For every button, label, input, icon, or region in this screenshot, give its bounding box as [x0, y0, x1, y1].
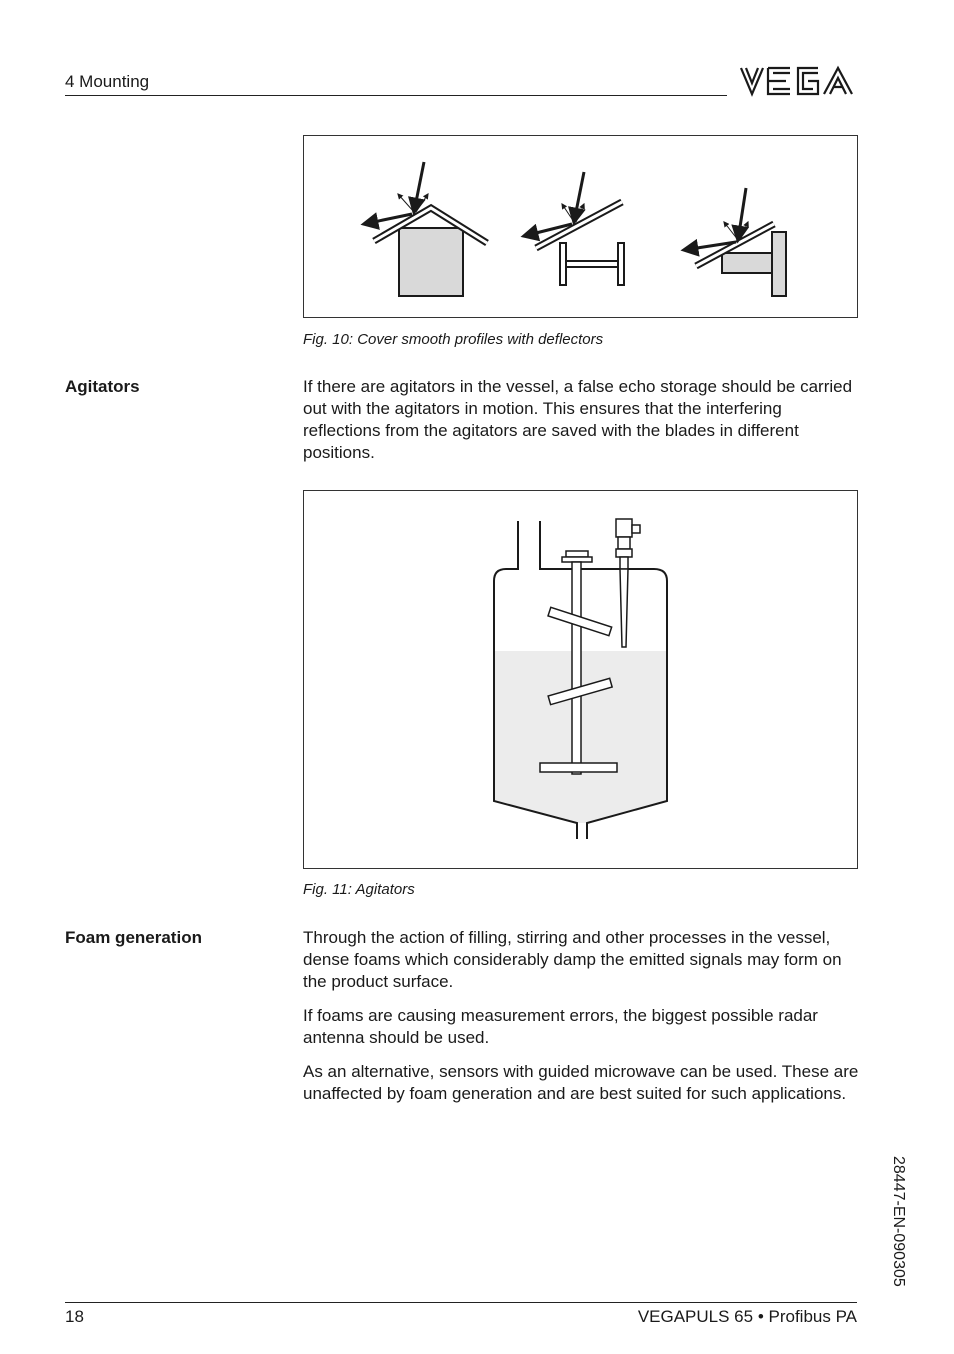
i-beam-profile-with-deflector: [524, 172, 624, 285]
section-header: 4 Mounting: [65, 72, 150, 91]
agitators-heading: Agitators: [65, 377, 140, 396]
footer-rule: [65, 1302, 857, 1303]
deflector-diagram: [304, 136, 857, 317]
document-code: 28447-EN-090305: [890, 1156, 907, 1287]
figure10-caption: Fig. 10: Cover smooth profiles with deflectors: [303, 331, 604, 348]
radar-sensor-icon: [616, 519, 640, 647]
box-profile-with-roof-deflector: [364, 162, 487, 296]
foam-heading: Foam generation: [65, 928, 202, 947]
foam-paragraph-1: Through the action of filling, stirring and other processes in the vessel, dense foams which considerably damp the emitted signals may form on the product surface.: [303, 928, 842, 991]
footer-title: VEGAPULS 65 • Profibus PA: [637, 1307, 857, 1326]
header-rule: [65, 95, 727, 96]
t-profile-with-deflector: [684, 188, 786, 296]
agitator-vessel-diagram: [304, 491, 857, 868]
figure-agitators: [303, 490, 858, 869]
page-number: 18: [65, 1307, 84, 1326]
foam-paragraph-2: If foams are causing measurement errors, the biggest possible radar antenna should be used.: [303, 1006, 818, 1047]
foam-paragraph-3: As an alternative, sensors with guided microwave can be used. These are unaffected by foam generation and are best suited for such applications.: [303, 1062, 859, 1103]
figure-deflectors: [303, 135, 858, 318]
vega-logo: [738, 62, 860, 100]
agitators-paragraph: If there are agitators in the vessel, a false echo storage should be carried out with the agitators in motion. This ensures that the interfering reflections from the agitators are saved with the blades in different positions.: [303, 377, 853, 462]
figure11-caption: Fig. 11: Agitators: [303, 881, 415, 898]
